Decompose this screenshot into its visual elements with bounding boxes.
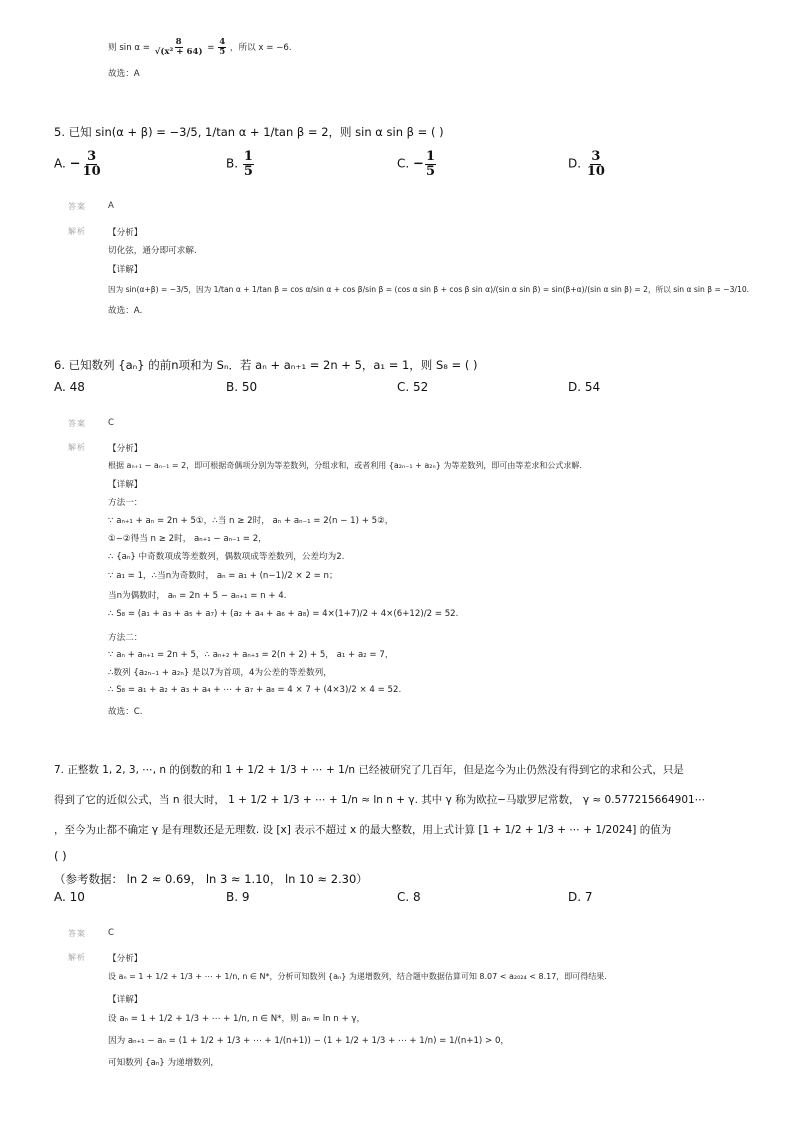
analysis-line: 【分析】	[108, 228, 143, 238]
q7-option-d: D. 7	[568, 890, 593, 904]
analysis-line: ∵ a₁ = 1，∴当n为奇数时， aₙ = a₁ + (n−1)/2 × 2 = n；	[108, 571, 338, 581]
question-7-stem-line-2: 得到了它的近似公式，当 n 很大时， 1 + 1/2 + 1/3 + ⋯ + 1/n ≈ ln n + γ. 其中 γ 称为欧拉−马歇罗尼常数， γ ≈ 0.577215664901⋯	[54, 794, 706, 806]
analysis-line: 当n为偶数时， aₙ = 2n + 5 − aₙ₊₁ = n + 4.	[108, 591, 287, 601]
analysis-line: 【详解】	[108, 995, 143, 1005]
question-7-reference-data: （参考数据： ln 2 ≈ 0.69， ln 3 ≈ 1.10， ln 10 ≈ 2.30）	[54, 872, 368, 886]
fraction: $\frac{8}{\text{√(x² + 64)}}$	[154, 37, 203, 58]
q5-option-d: D. $\frac{3}{10}$	[568, 149, 605, 179]
answer-value: C	[108, 418, 115, 428]
q5-option-a: A. − $\frac{3}{10}$	[54, 149, 101, 179]
analysis-line: 【分析】	[108, 444, 143, 454]
q7-option-a: A. 10	[54, 890, 85, 904]
q6-option-d: D. 54	[568, 380, 601, 394]
question-7-stem-line-1: 7. 正整数 1, 2, 3, ⋯, n 的倒数的和 1 + 1/2 + 1/3 + ⋯ + 1/n 已经被研究了几百年，但是迄今为止仍然没有得到它的求和公式，只是	[54, 764, 684, 776]
analysis-label: 解析	[68, 953, 86, 962]
q7-option-c: C. 8	[397, 890, 421, 904]
analysis-line: 设 aₙ = 1 + 1/2 + 1/3 + ⋯ + 1/n, n ∈ N*，分析可知数列 {aₙ} 为递增数列，结合题中数据估算可知 8.07 < a₂₀₂₄ < 8.17，即可得结果.	[108, 972, 607, 981]
answer-label: 答案	[68, 929, 86, 938]
analysis-line: 故选：A.	[108, 306, 143, 316]
analysis-line: ∴数列 {a₂ₙ₋₁ + a₂ₙ} 是以7为首项，4为公差的等差数列，	[108, 668, 332, 678]
q5-option-b: B. $\frac{1}{5}$	[226, 149, 253, 179]
analysis-line: 切化弦，通分即可求解.	[108, 246, 197, 256]
fraction: $\frac{4}{5}$	[219, 37, 226, 58]
answer-label: 答案	[68, 419, 86, 428]
analysis-line: 【详解】	[108, 480, 143, 490]
analysis-line: 设 aₙ = 1 + 1/2 + 1/3 + ⋯ + 1/n, n ∈ N*，则 aₙ ≈ ln n + γ，	[108, 1014, 366, 1024]
q6-option-c: C. 52	[397, 380, 429, 394]
analysis-line: 根据 aₙ₊₁ − aₙ₋₁ = 2，即可根据奇偶项分别为等差数列，分组求和，或者利用 {a₂ₙ₋₁ + a₂ₙ} 为等差数列，即可由等差求和公式求解.	[108, 461, 582, 470]
q7-option-b: B. 9	[226, 890, 250, 904]
analysis-line: 方法二：	[108, 633, 143, 643]
q6-option-b: B. 50	[226, 380, 258, 394]
prev-solution-line-1: 则 sin α = $\frac{8}{\text{√(x² + 64)}}$ = $\frac{4}{5}$ ，所以 x = −6.	[108, 37, 292, 58]
question-7-stem-line-4: ( )	[54, 849, 67, 863]
analysis-line: 【详解】	[108, 265, 143, 275]
answer-label: 答案	[68, 202, 86, 211]
analysis-line: ∵ aₙ + aₙ₊₁ = 2n + 5，∴ aₙ₊₂ + aₙ₊₃ = 2(n + 2) + 5， a₁ + a₂ = 7，	[108, 650, 394, 660]
prev-solution-line-2: 故选：A	[108, 69, 140, 79]
analysis-label: 解析	[68, 443, 86, 452]
analysis-line: ∴ S₈ = a₁ + a₂ + a₃ + a₄ + ⋯ + a₇ + a₈ = 4 × 7 + (4×3)/2 × 4 = 52.	[108, 685, 402, 695]
q6-option-a: A. 48	[54, 380, 85, 394]
analysis-line: 【分析】	[108, 954, 143, 964]
analysis-label: 解析	[68, 227, 86, 236]
question-5-stem: 5. 已知 sin(α + β) = −3/5, 1/tan α + 1/tan β = 2，则 sin α sin β = ( )	[54, 125, 444, 139]
analysis-line: ∵ aₙ₊₁ + aₙ = 2n + 5①，∴当 n ≥ 2时， aₙ + aₙ₋₁ = 2(n − 1) + 5②，	[108, 516, 394, 526]
q5-option-c: C. − $\frac{1}{5}$	[397, 149, 435, 179]
analysis-line: ①−②得当 n ≥ 2时， aₙ₊₁ − aₙ₋₁ = 2，	[108, 534, 267, 544]
analysis-line: 因为 sin(α+β) = −3/5，因为 1/tan α + 1/tan β = cos α/sin α + cos β/sin β = (cos α sin β + cos β sin α)/(sin α sin β) = sin(β+α)/(sin α sin β) = 2，所以 sin α sin β = −3/10.	[108, 285, 750, 294]
analysis-line: ∴ S₈ = (a₁ + a₃ + a₅ + a₇) + (a₂ + a₄ + a₆ + a₈) = 4×(1+7)/2 + 4×(6+12)/2 = 52.	[108, 609, 459, 619]
analysis-line: 因为 aₙ₊₁ − aₙ = (1 + 1/2 + 1/3 + ⋯ + 1/(n+1)) − (1 + 1/2 + 1/3 + ⋯ + 1/n) = 1/(n+1) > 0，	[108, 1036, 510, 1046]
answer-value: A	[108, 201, 114, 211]
question-6-stem: 6. 已知数列 {aₙ} 的前n项和为 Sₙ．若 aₙ + aₙ₊₁ = 2n + 5，a₁ = 1，则 S₈ = ( )	[54, 358, 478, 372]
analysis-line: ∴ {aₙ} 中奇数项成等差数列，偶数项成等差数列，公差均为2.	[108, 552, 345, 562]
analysis-line: 故选：C.	[108, 707, 143, 717]
question-7-stem-line-3: ，至今为止都不确定 γ 是有理数还是无理数. 设 [x] 表示不超过 x 的最大整数，用上式计算 [1 + 1/2 + 1/3 + ⋯ + 1/2024] 的值为	[54, 824, 672, 836]
answer-value: C	[108, 928, 115, 938]
analysis-line: 可知数列 {aₙ} 为递增数列，	[108, 1058, 220, 1068]
analysis-line: 方法一：	[108, 498, 143, 508]
